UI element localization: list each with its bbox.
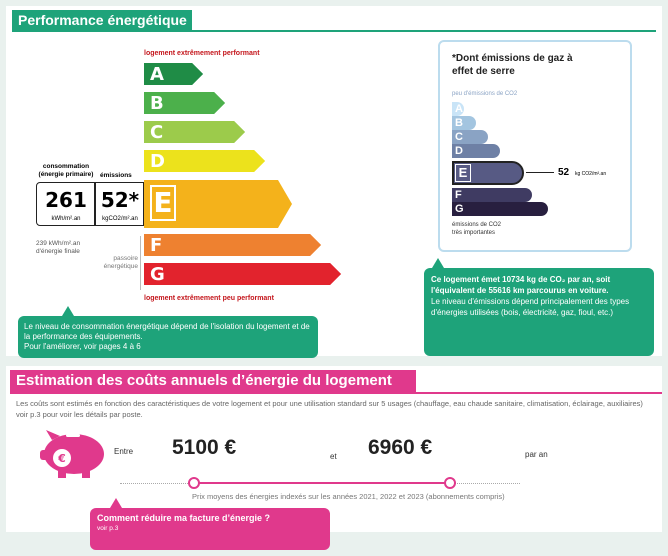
- range-line: [194, 482, 450, 484]
- dpe-current-letter: E: [150, 185, 176, 221]
- ges-letter-f: F: [455, 189, 462, 201]
- consumption-header: consommation (énergie primaire): [38, 163, 94, 178]
- ges-letter-b: B: [455, 117, 463, 129]
- dpe-arrow-d: [254, 150, 265, 172]
- costs-title: Estimation des coûts annuels d’énergie du logement: [16, 372, 392, 389]
- emissions-value: 52*: [100, 188, 140, 212]
- dpe-top-label: logement extrêmement performant: [144, 50, 260, 57]
- dpe-letter-f: F: [150, 234, 163, 256]
- dpe-arrow-b: [214, 92, 225, 114]
- ges-class-g: [452, 202, 548, 216]
- performance-header-line: [12, 30, 656, 32]
- dpe-letter-g: G: [150, 263, 165, 285]
- dpe-letter-b: B: [150, 92, 164, 114]
- dpe-arrow-c: [234, 121, 245, 143]
- ges-title: *Dont émissions de gaz à effet de serre: [452, 53, 573, 77]
- ges-value: 52: [558, 167, 570, 178]
- reduce-bill-title: Comment réduire ma facture d’énergie ?: [97, 513, 271, 523]
- ges-letter-c: C: [455, 131, 463, 143]
- ges-class-a: [452, 102, 464, 116]
- passoire-label: passoire énergétique: [103, 255, 138, 270]
- passoire-bracket: [140, 236, 144, 290]
- dpe-letter-d: D: [150, 150, 165, 172]
- range-end-marker: [444, 477, 456, 489]
- costs-header-line: [10, 392, 662, 394]
- ges-bubble-arrow: [432, 258, 444, 268]
- range-start-marker: [188, 477, 200, 489]
- costs-header: [10, 370, 416, 392]
- ges-info-bubble: [424, 268, 654, 356]
- dpe-class-c: [144, 121, 234, 143]
- cost-entre: Entre: [114, 447, 134, 456]
- piggy-bank-icon: [30, 426, 108, 482]
- ges-current-letter: E: [455, 164, 471, 182]
- dpe-class-a: [144, 63, 192, 85]
- dpe-bottom-label: logement extrêmement peu performant: [144, 295, 274, 302]
- cost-et: et: [330, 452, 337, 461]
- info-bubble-arrow: [62, 306, 74, 316]
- ges-class-c: [452, 130, 488, 144]
- emissions-header: émissions: [100, 172, 132, 179]
- dpe-letter-a: A: [150, 63, 164, 85]
- dpe-class-g: [144, 263, 330, 285]
- dpe-arrow-g: [330, 263, 341, 285]
- performance-header: [12, 10, 192, 30]
- consumption-info-bubble: Le niveau de consommation énergétique dépend de l'isolation du logement et de la performance des équipements. Pour l'améliorer, voir pages 4 à 6: [18, 316, 318, 358]
- cost-min: 5100 €: [172, 436, 237, 459]
- dpe-letter-c: C: [150, 121, 164, 143]
- ges-unit: kg CO2/m².an: [575, 171, 607, 177]
- consumption-unit: kWh/m².an: [51, 216, 81, 222]
- emissions-unit: kgCO2/m².an: [102, 216, 138, 222]
- dpe-class-b: [144, 92, 214, 114]
- ges-bottom-label: émissions de CO2 très importantes: [452, 222, 502, 236]
- costs-description: Les coûts sont estimés en fonction des caractéristiques de votre logement et pour une utilisation standard sur 5 usages (chauffage, eau chaude sanitaire, climatisation, éclairage, auxiliaires) voir p.3 pour voir les détails par poste.: [16, 399, 643, 419]
- dpe-arrow-a: [192, 63, 203, 85]
- ges-class-d: [452, 144, 500, 158]
- dpe-class-d: [144, 150, 254, 172]
- box-divider: [94, 182, 96, 226]
- dpe-current-arrow: [278, 180, 292, 228]
- cost-max: 6960 €: [368, 436, 433, 459]
- reduce-bill-link[interactable]: voir p.3: [97, 525, 119, 532]
- consumption-value: 261: [45, 188, 87, 212]
- cost-per-year: par an: [525, 450, 548, 459]
- performance-title: Performance énergétique: [18, 12, 187, 28]
- ges-letter-a: A: [455, 103, 463, 115]
- reduce-bubble-arrow: [110, 498, 122, 508]
- ges-bubble-text: Le niveau d'émissions dépend principalement des types d'énergies utilisées (bois, électricité, gaz, fioul, etc.): [431, 297, 630, 317]
- final-energy: 239 kWh/m².an d'énergie finale: [36, 240, 81, 255]
- ges-pointer-line: [526, 172, 554, 173]
- dpe-class-f: [144, 234, 310, 256]
- ges-bubble-bold: Ce logement émet 10734 kg de CO₂ par an, soit l'équivalent de 55616 km parcourus en voiture.: [431, 275, 611, 295]
- ges-letter-g: G: [455, 203, 464, 215]
- ges-class-b: [452, 116, 476, 130]
- dpe-arrow-f: [310, 234, 321, 256]
- ges-class-f: [452, 188, 532, 202]
- svg-text:€: €: [58, 452, 66, 465]
- reduce-bill-bubble[interactable]: [90, 508, 330, 550]
- ges-top-label: peu d'émissions de CO2: [452, 91, 518, 97]
- ges-letter-d: D: [455, 145, 463, 157]
- cost-footnote: Prix moyens des énergies indexés sur les années 2021, 2022 et 2023 (abonnements compris): [192, 492, 505, 501]
